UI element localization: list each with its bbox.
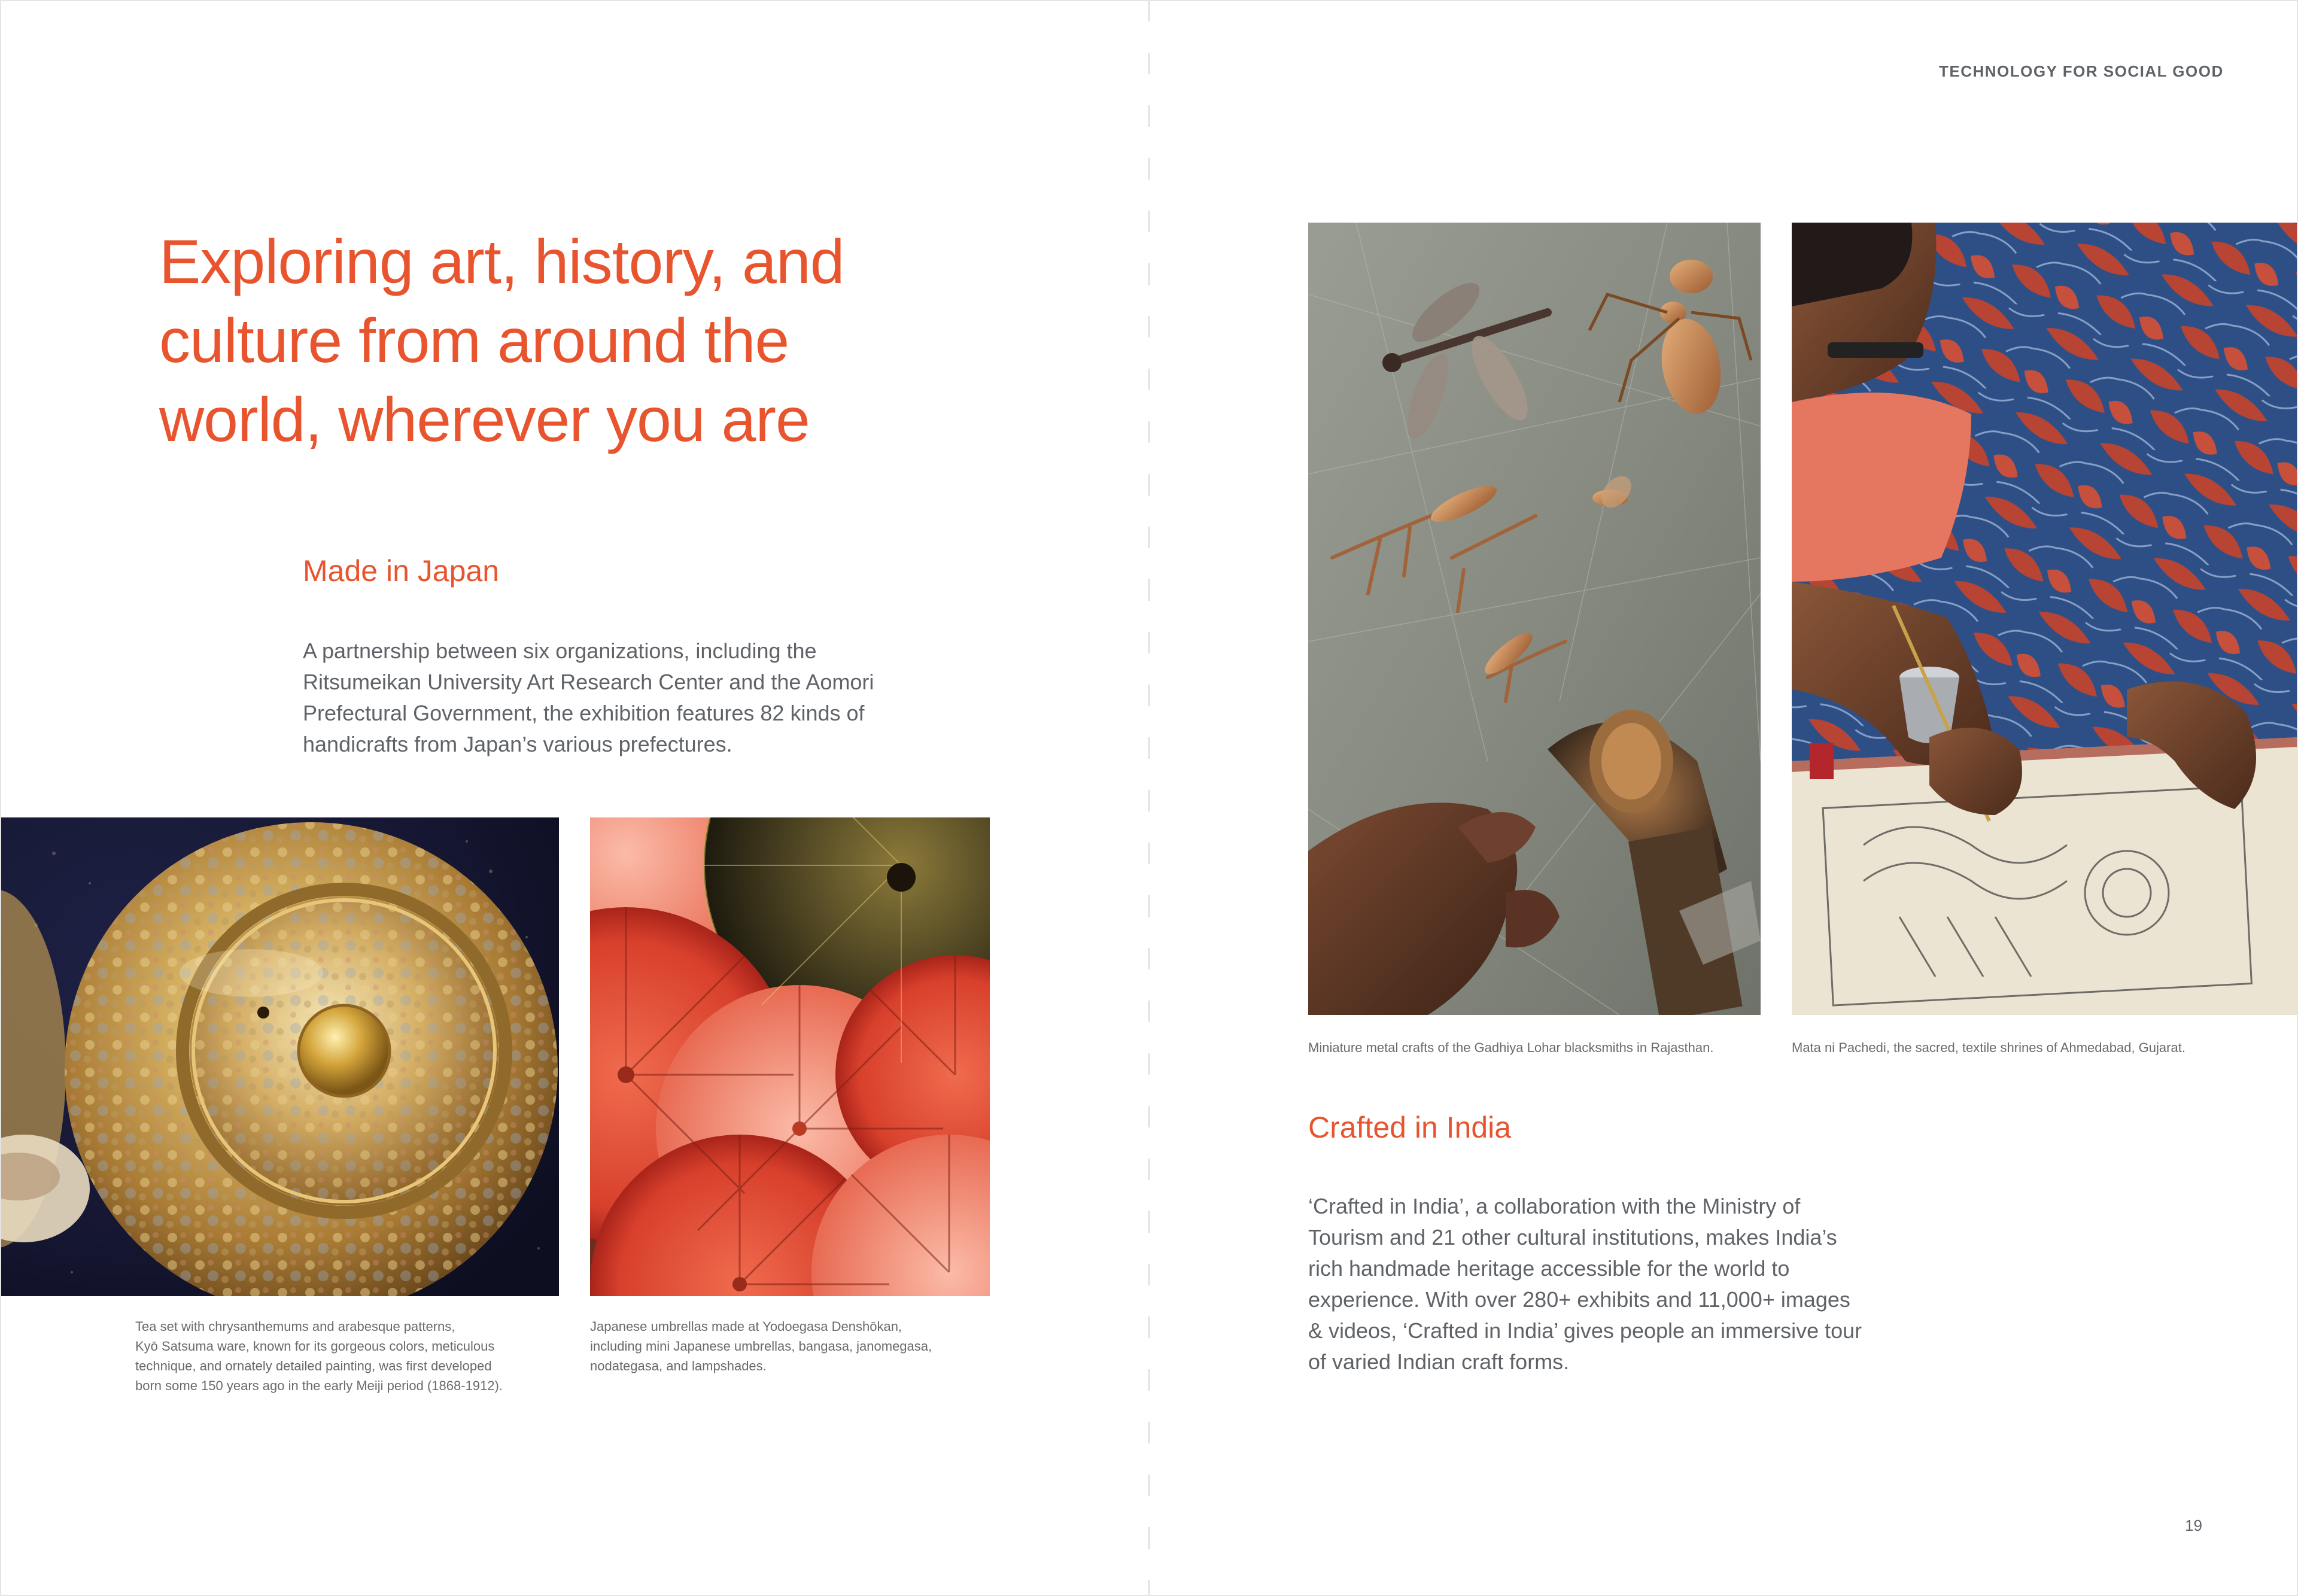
- caption-line: Kyō Satsuma ware, known for its gorgeous colors, meticulous: [135, 1339, 495, 1354]
- japan-body-line: A partnership between six organizations, including the: [303, 639, 817, 663]
- pachedi-photo: [1792, 223, 2298, 1015]
- page-number: 19: [2185, 1516, 2202, 1534]
- caption-line: including mini Japanese umbrellas, bangasa, janomegasa,: [590, 1339, 932, 1354]
- metal-crafts-caption: Miniature metal crafts of the Gadhiya Lohar blacksmiths in Rajasthan.: [1308, 1040, 1714, 1055]
- india-section-title: Crafted in India: [1308, 1111, 1512, 1144]
- caption-line: Japanese umbrellas made at Yodoegasa Denshōkan,: [590, 1319, 902, 1334]
- japan-section-title: Made in Japan: [303, 554, 500, 588]
- page-title: [159, 223, 937, 460]
- page-spine: [1148, 0, 1150, 1596]
- india-body-line: & videos, ‘Crafted in India’ gives people an immersive tour: [1308, 1318, 1862, 1343]
- section-header: TECHNOLOGY FOR SOCIAL GOOD: [1939, 62, 2224, 80]
- caption-line: Tea set with chrysanthemums and arabesque patterns,: [135, 1319, 455, 1334]
- japan-body-line: handicrafts from Japan’s various prefectures.: [303, 732, 732, 756]
- umbrellas-photo: [590, 817, 990, 1296]
- teaset-photo: [0, 817, 559, 1296]
- india-body-line: rich handmade heritage accessible for the world to: [1308, 1256, 1790, 1281]
- caption-line: nodategasa, and lampshades.: [590, 1358, 767, 1373]
- page-title-line-1: Exploring art, history, and: [159, 227, 844, 297]
- pachedi-caption: Mata ni Pachedi, the sacred, textile shrines of Ahmedabad, Gujarat.: [1792, 1040, 2185, 1055]
- india-body-line: experience. With over 280+ exhibits and 11,000+ images: [1308, 1287, 1850, 1312]
- page-title-line-2: culture from around the: [159, 306, 789, 376]
- japan-section-body: [303, 636, 931, 760]
- india-section-body: [1308, 1191, 1907, 1378]
- caption-line: born some 150 years ago in the early Meiji period (1868-1912).: [135, 1378, 503, 1393]
- caption-line: technique, and ornately detailed painting, was first developed: [135, 1358, 492, 1373]
- india-body-line: ‘Crafted in India’, a collaboration with the Ministry of: [1308, 1194, 1801, 1218]
- teaset-caption: [135, 1317, 554, 1396]
- india-body-line: of varied Indian craft forms.: [1308, 1349, 1570, 1374]
- japan-body-line: Ritsumeikan University Art Research Center and the Aomori: [303, 670, 874, 694]
- india-body-line: Tourism and 21 other cultural institutions, makes India’s: [1308, 1225, 1837, 1250]
- japan-body-line: Prefectural Government, the exhibition features 82 kinds of: [303, 701, 865, 725]
- metal-crafts-photo: [1308, 223, 1761, 1015]
- umbrellas-caption: [590, 1317, 997, 1376]
- page-title-line-3: world, wherever you are: [159, 385, 810, 455]
